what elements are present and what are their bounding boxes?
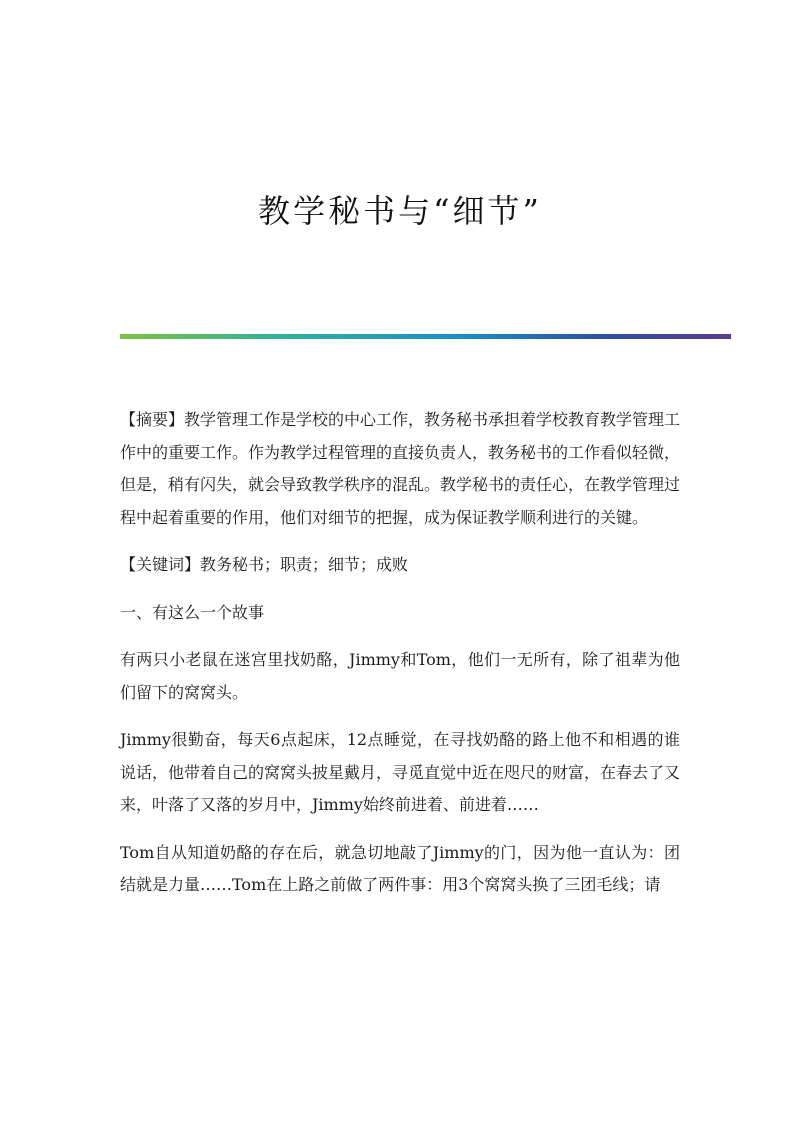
- body-paragraph: 有两只小老鼠在迷宫里找奶酪，Jimmy和Tom，他们一无所有，除了祖辈为他们留下的窝窝头。: [120, 650, 680, 702]
- document-body: [120, 404, 680, 917]
- page-title: 教学秘书与“细节”: [258, 192, 542, 230]
- body-paragraph: Jimmy很勤奋，每天6点起床，12点睡觉，在寻找奶酪的路上他不和相遇的谁说话，他带着自己的窝窝头披星戴月，寻觅直觉中近在咫尺的财富，在春去了又来，叶落了又落的岁月中，Jimmy始终前进着、前进着……: [120, 730, 681, 814]
- abstract-paragraph: 【摘要】教学管理工作是学校的中心工作，教务秘书承担着学校教育教学管理工作中的重要工作。作为教学过程管理的直接负责人，教务秘书的工作看似轻微，但是，稍有闪失，就会导致教学秩序的混乱。教学秘书的责任心，在教学管理过程中起着重要的作用，他们对细节的把握，成为保证教学顺利进行的关键。: [120, 410, 681, 527]
- body-paragraph: Tom自从知道奶酪的存在后，就急切地敲了Jimmy的门，因为他一直认为：团结就是力量……Tom在上路之前做了两件事：用3个窝窝头换了三团毛线；请: [120, 842, 680, 894]
- keywords-paragraph: 【关键词】教务秘书；职责；细节；成败: [120, 555, 409, 574]
- section-heading: 一、有这么一个故事: [120, 602, 265, 622]
- title-divider: [120, 334, 731, 339]
